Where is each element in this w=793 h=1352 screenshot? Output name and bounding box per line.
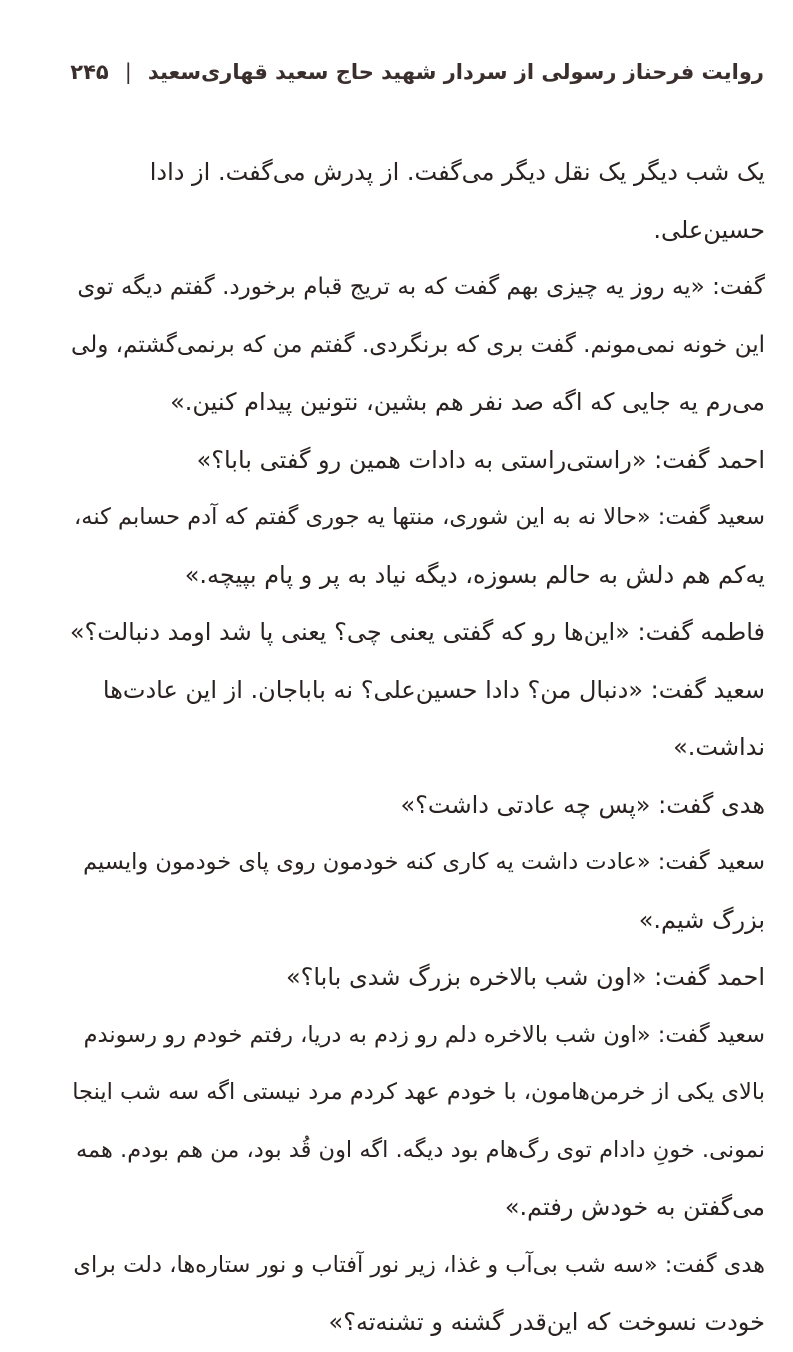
text-line: حسین‌علی. (653, 215, 765, 244)
text-line: سعید گفت: «حالا نه به این شوری، منتها یه جوری گفتم که آدم حسابم کنه، (74, 504, 765, 530)
text-line: احمد گفت: «اون شب بالاخره بزرگ شدی بابا؟» (285, 963, 765, 991)
text-line: می‌رم یه جایی که اگه صد نفر هم بشین، نتونین پیدام کنین.» (170, 388, 765, 416)
page-body (70, 144, 765, 1352)
text-line: بزرگ شیم.» (638, 905, 765, 934)
text-line: سعید گفت: «اون شب بالاخره دلم رو زدم به دریا، رفتم خودم رو رسوندم (83, 1021, 765, 1048)
text-line: سعید گفت: «دنبال من؟ دادا حسین‌علی؟ نه باباجان. از این عادت‌ها (102, 675, 765, 704)
text-line: یک شب دیگر یک نقل دیگر می‌گفت. از پدرش می‌گفت. از دادا (149, 158, 765, 186)
text-line: هدی گفت: «پس چه عادتی داشت؟» (400, 790, 765, 819)
page-number: ۲۴۵ (70, 60, 109, 84)
text-line: این خونه نمی‌مونم. گفت بری که برنگردی. گفتم من که برنمی‌گشتم، ولی (71, 331, 765, 358)
text-line: یه‌کم هم دلش به حالم بسوزه، دیگه نیاد به پر و پام بپیچه.» (184, 560, 765, 589)
text-line: نمونی. خونِ دادام توی رگ‌هام بود دیگه. اگه اون قُد بود، من هم بودم. همه (75, 1136, 765, 1163)
text-line: احمد گفت: «راستی‌راستی به دادات همین رو گفتی بابا؟» (196, 445, 765, 474)
text-line: خودت نسوخت که این‌قدر گشنه و تشنه‌ته؟» (328, 1308, 765, 1336)
text-line: می‌گفتن به خودش رفتم.» (504, 1193, 765, 1221)
running-header (60, 52, 764, 92)
text-line: هدی گفت: «سه شب بی‌آب و غذا، زیر نور آفتاب و نور ستاره‌ها، دلت برای (73, 1251, 765, 1278)
text-line: سعید گفت: «عادت داشت یه کاری کنه خودمون روی پای خودمون وایسیم (83, 849, 765, 875)
text-line: فاطمه گفت: «این‌ها رو که گفتی یعنی چی؟ یعنی پا شد اومد دنبالت؟» (70, 618, 765, 646)
text-line: گفت: «یه روز یه چیزی بهم گفت که به تریج قبام برخورد. گفتم دیگه توی (77, 274, 765, 300)
text-line: بالای یکی از خرمن‌هامون، با خودم عهد کردم مرد نیستی اگه سه شب اینجا (72, 1079, 765, 1105)
text-line: نداشت.» (673, 733, 765, 761)
running-title: روایت فرحناز رسولی از سردار شهید حاج سعید قهاری‌سعید (147, 60, 764, 84)
header-separator: | (124, 60, 132, 84)
